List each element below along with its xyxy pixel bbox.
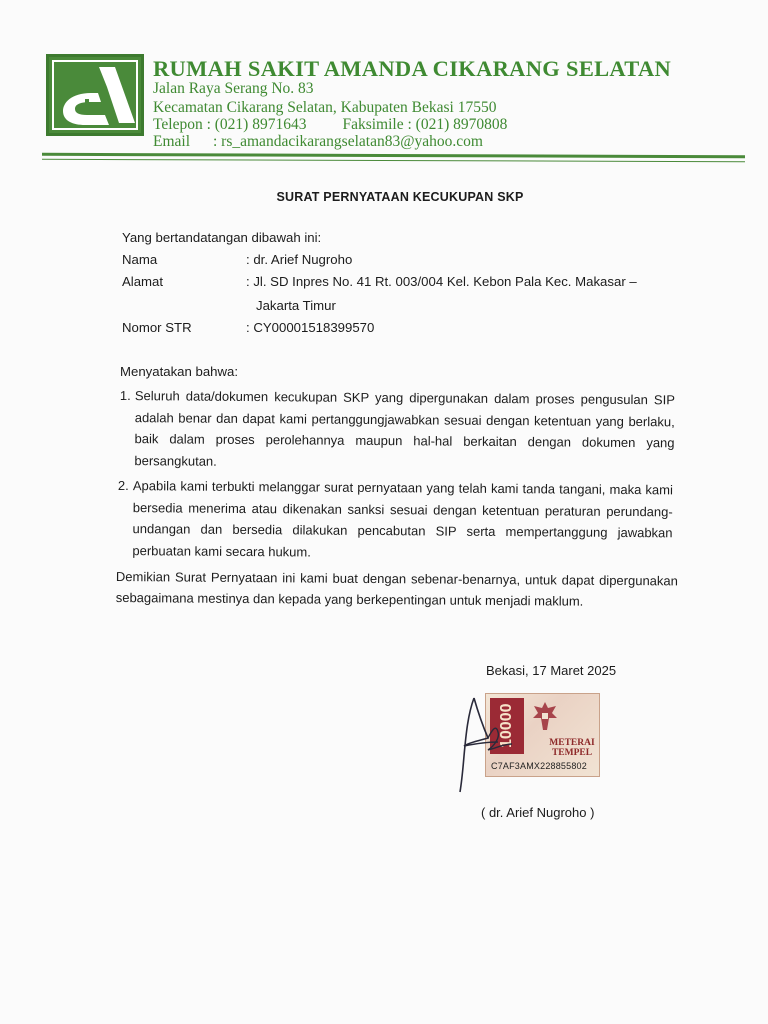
signer-name: ( dr. Arief Nugroho ) [481, 805, 595, 820]
stamp-label: METERAI TEMPEL [549, 738, 595, 758]
header-divider-thick [42, 153, 745, 158]
hospital-email: : rs_amandacikarangselatan83@yahoo.com [213, 133, 483, 150]
garuda-emblem-icon [532, 700, 558, 734]
str-label: Nomor STR [122, 320, 192, 335]
email-label: Email [153, 133, 191, 150]
hospital-fax: Faksimile : (021) 8970808 [342, 116, 508, 133]
hospital-name: RUMAH SAKIT AMANDA CIKARANG SELATAN [153, 56, 672, 81]
declaration-intro: Menyatakan bahwa: [120, 364, 239, 379]
hospital-district: Kecamatan Cikarang Selatan, Kabupaten Bekasi 17550 [153, 99, 497, 116]
name-label: Nama [122, 252, 158, 267]
handwritten-signature [452, 694, 522, 794]
stamp-serial: C7AF3AMX228855802 [491, 761, 587, 771]
item-number: 1. [119, 387, 131, 404]
item-text: Apabila kami terbukti melanggar surat pernyataan yang telah kami tanda tangani, maka kami bersedia menerima atau dikenakan sanksi sesuai dengan ketentuan peraturan perundang-undangan dan bersedia dilakukan pencabutan SIP serta mempertanggung jawabkan perbuatan kami secara hukum. [132, 478, 673, 560]
item-number: 2. [117, 477, 129, 494]
str-value: : CY00001518399570 [246, 320, 375, 335]
stamp-amount: 10000 [490, 698, 524, 754]
document-title: SURAT PERNYATAAN KECUKUPAN SKP [276, 190, 524, 204]
address-label: Alamat [122, 274, 164, 289]
hospital-phone: Telepon : (021) 8971643 [153, 116, 307, 133]
place-date: Bekasi, 17 Maret 2025 [486, 663, 617, 678]
header-divider-thin [42, 159, 745, 162]
closing-paragraph: Demikian Surat Pernyataan ini kami buat dengan sebenar-benarnya, untuk dapat dipergunakan sebagaimana mestinya dan kepada yang berkepentingan untuk menjadi maklum. [115, 568, 678, 609]
address-value-line1: : Jl. SD Inpres No. 41 Rt. 003/004 Kel. Kebon Pala Kec. Makasar – [246, 274, 637, 289]
intro-text: Yang bertandatangan dibawah ini: [122, 230, 322, 245]
hospital-email-line [153, 133, 483, 151]
hospital-logo [46, 54, 144, 136]
item-text: Seluruh data/dokumen kecukupan SKP yang dipergunakan dalam proses pengusulan SIP adalah benar dan dapat kami pertanggungjawabkan sesuai dengan ketentuan yang berlaku, baik dalam proses perolehannya maupun hal-hal berkaitan dengan dokumen yang bersangkutan. [134, 388, 675, 469]
address-value-line2: Jakarta Timur [256, 298, 336, 313]
hospital-address: Jalan Raya Serang No. 83 [153, 80, 314, 97]
hospital-contact [153, 116, 507, 134]
name-value: : dr. Arief Nugroho [246, 252, 353, 267]
